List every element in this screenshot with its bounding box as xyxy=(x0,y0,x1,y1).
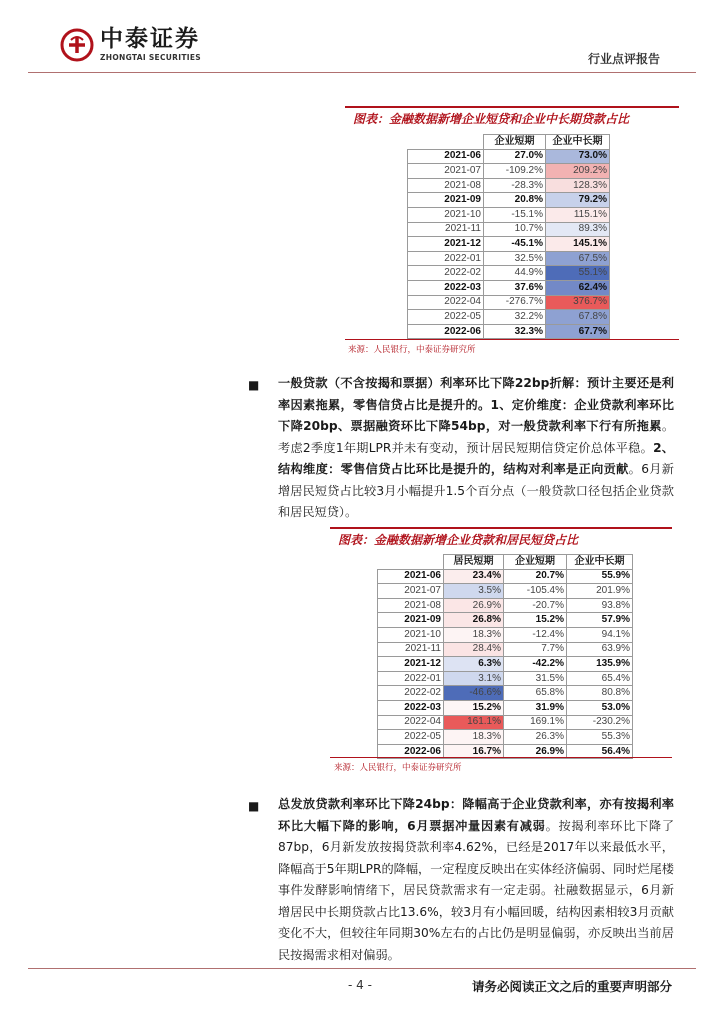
cell-value: 6.3% xyxy=(444,657,504,672)
row-date: 2021-11 xyxy=(408,222,484,237)
cell-value: -230.2% xyxy=(567,715,633,730)
table-row xyxy=(378,584,633,599)
cell-value: 65.8% xyxy=(504,686,567,701)
row-date: 2021-11 xyxy=(378,642,444,657)
table-row xyxy=(378,730,633,745)
row-date: 2022-01 xyxy=(378,671,444,686)
para1-bold-2: 2、结构维度：零售信贷占比环比是提升的，结构对利率是正向贡献 xyxy=(278,440,674,476)
row-date: 2022-03 xyxy=(408,280,484,295)
cell-value: 31.5% xyxy=(504,671,567,686)
column-header: 企业中长期 xyxy=(567,555,633,570)
row-date: 2021-06 xyxy=(408,149,484,164)
table-row xyxy=(408,266,610,281)
document-type: 行业点评报告 xyxy=(587,52,660,66)
paragraph-2 xyxy=(278,794,674,966)
cell-value: 3.1% xyxy=(444,671,504,686)
page-number: - 4 - xyxy=(348,978,372,992)
row-date: 2022-05 xyxy=(378,730,444,745)
table-row xyxy=(378,642,633,657)
figure1-title: 图表：金融数据新增企业短贷和企业中长期贷款占比 xyxy=(345,106,679,128)
disclaimer-text: 请务必阅读正文之后的重要声明部分 xyxy=(471,979,672,994)
cell-value: -109.2% xyxy=(484,164,546,179)
row-date: 2021-09 xyxy=(378,613,444,628)
figure1-table xyxy=(407,134,610,339)
row-date: 2022-06 xyxy=(378,744,444,759)
row-date: 2021-09 xyxy=(408,193,484,208)
table-row xyxy=(378,627,633,642)
row-date: 2021-07 xyxy=(408,164,484,179)
cell-value: 376.7% xyxy=(546,295,610,310)
para1-bold-1: 一般贷款（不含按揭和票据）利率环比下降22bp折解：预计主要还是利率因素拖累，零售信贷占比是提升的。1、定价维度：企业贷款利率环比下降20bp、票据融资环比下降54bp，对一般贷款利率下行有所拖累 xyxy=(278,376,674,433)
table-row xyxy=(408,207,610,222)
para2-bold-1: 总发放贷款利率环比下降24bp：降幅高于企业贷款利率，亦有按揭利率环比大幅下降的影响，6月票据冲量因素有减弱 xyxy=(278,797,674,833)
para1-text-1: 。考虑2季度1年期LPR并未有变动，预计居民短期信贷定价总体平稳。 xyxy=(278,419,674,455)
table-row xyxy=(408,310,610,325)
table-header-row xyxy=(378,555,633,570)
row-date: 2021-12 xyxy=(378,657,444,672)
cell-value: -12.4% xyxy=(504,627,567,642)
cell-value: -28.3% xyxy=(484,178,546,193)
table-row xyxy=(378,715,633,730)
cell-value: -105.4% xyxy=(504,584,567,599)
row-date: 2022-04 xyxy=(378,715,444,730)
cell-value: 209.2% xyxy=(546,164,610,179)
table-row xyxy=(408,164,610,179)
bullet-icon: ■ xyxy=(248,799,260,813)
cell-value: -276.7% xyxy=(484,295,546,310)
cell-value: 44.9% xyxy=(484,266,546,281)
cell-value: 28.4% xyxy=(444,642,504,657)
cell-value: 16.7% xyxy=(444,744,504,759)
cell-value: 3.5% xyxy=(444,584,504,599)
company-name-en: ZHONGTAI SECURITIES xyxy=(100,53,201,62)
figure2-title: 图表：金融数据新增企业贷款和居民短贷占比 xyxy=(330,527,672,549)
column-header: 居民短期 xyxy=(444,555,504,570)
cell-value: -15.1% xyxy=(484,207,546,222)
table-row xyxy=(408,295,610,310)
para2-text-1: 。按揭利率环比下降了87bp，6月新发放按揭贷款利率4.62%，已经是2017年以来最低水平，降幅高于5年期LPR的降幅，一定程度反映出在实体经济偏弱、同时烂尾楼事件发酵影响情绪下，居民贷款需求有一定走弱。社融数据显示，6月新增居民中长期贷款占比13.6%，较3月有小幅回暖，结构因素相较3月贡献变化不大，但较往年同期30%左右的占比仍是明显偏弱，亦反映出当前居民按揭需求相对偏弱。 xyxy=(278,818,675,962)
cell-value: -42.2% xyxy=(504,657,567,672)
cell-value: 67.5% xyxy=(546,251,610,266)
row-date: 2021-08 xyxy=(378,598,444,613)
row-date: 2021-10 xyxy=(378,627,444,642)
cell-value: 26.3% xyxy=(504,730,567,745)
cell-value: 20.8% xyxy=(484,193,546,208)
cell-value: 73.0% xyxy=(546,149,610,164)
column-header: 企业中长期 xyxy=(546,135,610,150)
cell-value: 55.3% xyxy=(567,730,633,745)
table-row xyxy=(378,569,633,584)
cell-value: -20.7% xyxy=(504,598,567,613)
cell-value: 53.0% xyxy=(567,700,633,715)
cell-value: 135.9% xyxy=(567,657,633,672)
table-row xyxy=(378,598,633,613)
header-divider xyxy=(28,72,696,73)
table-row xyxy=(378,700,633,715)
table-row xyxy=(408,251,610,266)
cell-value: 169.1% xyxy=(504,715,567,730)
cell-value: 37.6% xyxy=(484,280,546,295)
cell-value: 128.3% xyxy=(546,178,610,193)
column-header: 企业短期 xyxy=(504,555,567,570)
table-row xyxy=(408,222,610,237)
cell-value: 18.3% xyxy=(444,627,504,642)
table-row xyxy=(408,178,610,193)
cell-value: 93.8% xyxy=(567,598,633,613)
cell-value: 57.9% xyxy=(567,613,633,628)
row-date: 2022-01 xyxy=(408,251,484,266)
cell-value: 94.1% xyxy=(567,627,633,642)
figure2-source: 来源：人民银行，中泰证券研究所 xyxy=(334,763,462,773)
cell-value: 80.8% xyxy=(567,686,633,701)
cell-value: 15.2% xyxy=(444,700,504,715)
table-row xyxy=(408,324,610,339)
paragraph-1 xyxy=(278,373,674,524)
cell-value: 201.9% xyxy=(567,584,633,599)
cell-value: 27.0% xyxy=(484,149,546,164)
cell-value: 67.8% xyxy=(546,310,610,325)
cell-value: 20.7% xyxy=(504,569,567,584)
row-date: 2022-02 xyxy=(378,686,444,701)
cell-value: 145.1% xyxy=(546,237,610,252)
cell-value: 26.8% xyxy=(444,613,504,628)
cell-value: 89.3% xyxy=(546,222,610,237)
cell-value: -46.6% xyxy=(444,686,504,701)
table-row xyxy=(378,671,633,686)
table-row xyxy=(408,237,610,252)
cell-value: 55.1% xyxy=(546,266,610,281)
table-corner xyxy=(378,555,444,570)
cell-value: 79.2% xyxy=(546,193,610,208)
cell-value: 115.1% xyxy=(546,207,610,222)
cell-value: 67.7% xyxy=(546,324,610,339)
row-date: 2022-03 xyxy=(378,700,444,715)
row-date: 2022-04 xyxy=(408,295,484,310)
zhongtai-logo-icon xyxy=(60,28,94,62)
cell-value: 10.7% xyxy=(484,222,546,237)
cell-value: 32.2% xyxy=(484,310,546,325)
table-header-row xyxy=(408,135,610,150)
row-date: 2022-05 xyxy=(408,310,484,325)
table-corner xyxy=(408,135,484,150)
table-row xyxy=(408,149,610,164)
table-row xyxy=(378,613,633,628)
row-date: 2021-10 xyxy=(408,207,484,222)
row-date: 2021-08 xyxy=(408,178,484,193)
cell-value: 161.1% xyxy=(444,715,504,730)
row-date: 2021-12 xyxy=(408,237,484,252)
company-logo xyxy=(60,27,201,62)
company-name-cn: 中泰证券 xyxy=(100,26,200,52)
cell-value: 62.4% xyxy=(546,280,610,295)
column-header: 企业短期 xyxy=(484,135,546,150)
cell-value: 32.5% xyxy=(484,251,546,266)
figure1-bottom-rule xyxy=(345,339,679,340)
row-date: 2022-02 xyxy=(408,266,484,281)
cell-value: 55.9% xyxy=(567,569,633,584)
cell-value: 56.4% xyxy=(567,744,633,759)
cell-value: 15.2% xyxy=(504,613,567,628)
figure2-bottom-rule xyxy=(330,757,672,758)
cell-value: 32.3% xyxy=(484,324,546,339)
cell-value: 26.9% xyxy=(504,744,567,759)
cell-value: 23.4% xyxy=(444,569,504,584)
footer-divider xyxy=(28,968,696,969)
cell-value: 65.4% xyxy=(567,671,633,686)
row-date: 2022-06 xyxy=(408,324,484,339)
cell-value: 63.9% xyxy=(567,642,633,657)
table-row xyxy=(378,657,633,672)
table-row xyxy=(378,686,633,701)
table-row xyxy=(408,280,610,295)
row-date: 2021-07 xyxy=(378,584,444,599)
cell-value: 7.7% xyxy=(504,642,567,657)
table-row xyxy=(408,193,610,208)
figure2-table xyxy=(377,554,633,759)
cell-value: 31.9% xyxy=(504,700,567,715)
row-date: 2021-06 xyxy=(378,569,444,584)
bullet-icon: ■ xyxy=(248,378,260,392)
para1-text-2: 。6月新增居民短贷占比较3月小幅提升1.5个百分点（一般贷款口径包括企业贷款和居民短贷）。 xyxy=(278,462,674,519)
cell-value: 18.3% xyxy=(444,730,504,745)
cell-value: -45.1% xyxy=(484,237,546,252)
cell-value: 26.9% xyxy=(444,598,504,613)
figure1-source: 来源：人民银行，中泰证券研究所 xyxy=(348,345,476,355)
